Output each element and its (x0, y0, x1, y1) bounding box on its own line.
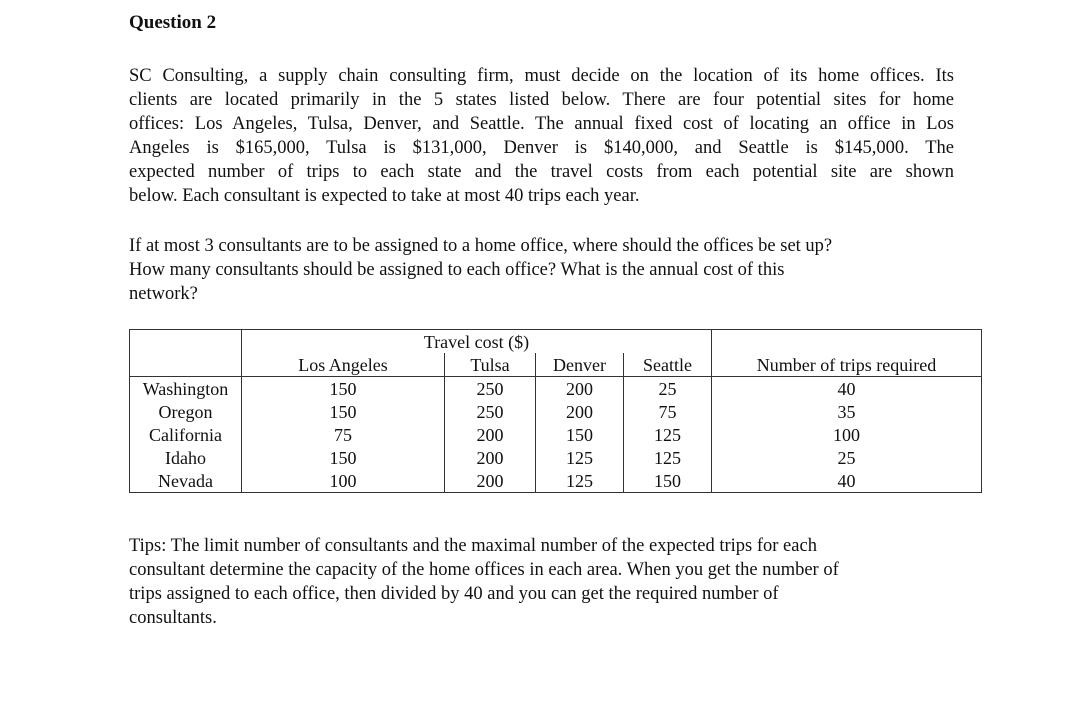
travel-cost-header: Travel cost ($) (242, 330, 712, 354)
cost-cell: 150 (242, 400, 445, 423)
site-header: Los Angeles (242, 353, 445, 377)
cost-cell: 200 (536, 377, 624, 401)
state-cell: California (130, 423, 242, 446)
cost-cell: 150 (242, 446, 445, 469)
text-line: clients are located primarily in the 5 states listed below. There are four potential sites for home (129, 90, 954, 110)
trips-cell: 35 (712, 400, 982, 423)
question-text (129, 234, 944, 306)
cost-cell: 75 (242, 423, 445, 446)
state-cell: Washington (130, 377, 242, 401)
cost-cell: 200 (536, 400, 624, 423)
site-header: Denver (536, 353, 624, 377)
tips-text (129, 534, 949, 630)
trips-header: Number of trips required (712, 353, 982, 377)
trips-cell: 40 (712, 469, 982, 493)
table-row (130, 400, 982, 423)
question-heading: Question 2 (129, 12, 217, 33)
cost-cell: 200 (445, 446, 536, 469)
site-header: Tulsa (445, 353, 536, 377)
cost-cell: 100 (242, 469, 445, 493)
cost-cell: 75 (624, 400, 712, 423)
table-row (130, 469, 982, 493)
cost-cell: 150 (624, 469, 712, 493)
text-line: below. Each consultant is expected to take at most 40 trips each year. (129, 186, 640, 206)
text-line: If at most 3 consultants are to be assigned to a home office, where should the offices be set up? (129, 236, 833, 256)
cost-cell: 150 (536, 423, 624, 446)
cost-cell: 200 (445, 469, 536, 493)
cost-cell: 125 (624, 423, 712, 446)
cost-cell: 250 (445, 400, 536, 423)
cost-cell: 125 (624, 446, 712, 469)
cost-cell: 125 (536, 446, 624, 469)
corner-cell (130, 330, 242, 354)
text-line: SC Consulting, a supply chain consulting firm, must decide on the location of its home offices. Its (129, 66, 954, 86)
text-line: network? (129, 284, 198, 304)
cost-cell: 200 (445, 423, 536, 446)
state-cell: Idaho (130, 446, 242, 469)
travel-cost-table (129, 329, 982, 493)
cost-cell: 25 (624, 377, 712, 401)
trips-header-spacer (712, 330, 982, 354)
cost-cell: 250 (445, 377, 536, 401)
table-row (130, 423, 982, 446)
site-header: Seattle (624, 353, 712, 377)
cost-cell: 150 (242, 377, 445, 401)
text-line: offices: Los Angeles, Tulsa, Denver, and Seattle. The annual fixed cost of locating an office in Los (129, 114, 954, 134)
trips-cell: 40 (712, 377, 982, 401)
text-line: How many consultants should be assigned to each office? What is the annual cost of this (129, 260, 785, 280)
text-line: consultants. (129, 608, 217, 628)
text-line: consultant determine the capacity of the home offices in each area. When you get the number of (129, 560, 839, 580)
trips-cell: 25 (712, 446, 982, 469)
table-row (130, 446, 982, 469)
table-header-row (130, 330, 982, 354)
text-line: Tips: The limit number of consultants and the maximal number of the expected trips for each (129, 536, 817, 556)
table-row (130, 377, 982, 401)
corner-cell (130, 353, 242, 377)
problem-description (129, 64, 954, 208)
text-line: trips assigned to each office, then divided by 40 and you can get the required number of (129, 584, 779, 604)
cost-cell: 125 (536, 469, 624, 493)
trips-cell: 100 (712, 423, 982, 446)
text-line: Angeles is $165,000, Tulsa is $131,000, Denver is $140,000, and Seattle is $145,000. The (129, 138, 954, 158)
state-cell: Oregon (130, 400, 242, 423)
text-line: expected number of trips to each state and the travel costs from each potential site are shown (129, 162, 954, 182)
table-header-row (130, 353, 982, 377)
state-cell: Nevada (130, 469, 242, 493)
